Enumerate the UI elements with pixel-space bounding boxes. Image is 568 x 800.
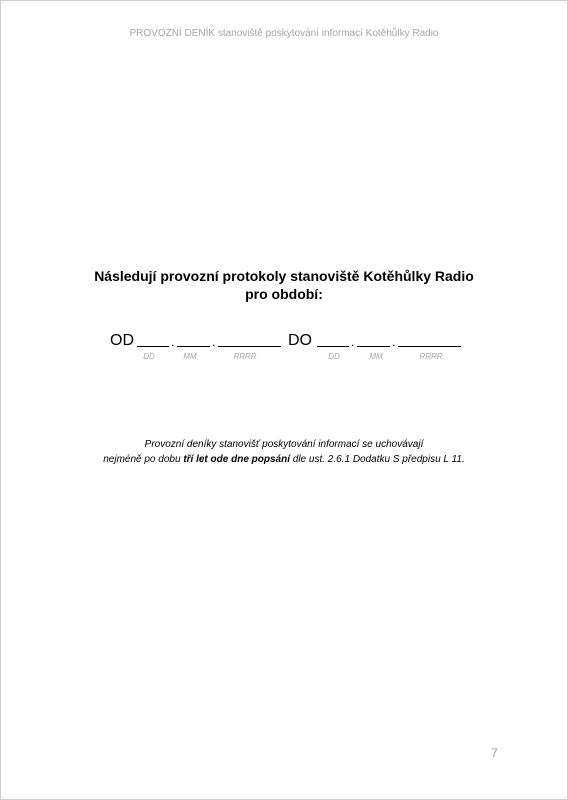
to-day-blank (317, 346, 349, 347)
from-day-blank (137, 346, 169, 347)
to-month-blank (357, 346, 390, 347)
from-year-hint: RRRR (233, 352, 257, 361)
from-month-blank (177, 346, 210, 347)
retention-note (1, 437, 567, 467)
to-label: DO (288, 332, 312, 349)
to-month-hint: MM (369, 352, 383, 361)
page-heading (1, 267, 567, 303)
page-number: 7 (491, 746, 498, 760)
period-range-row (1, 331, 567, 371)
retention-note-emphasis: tří let ode dne popsání (183, 454, 290, 465)
from-separator-1: . (171, 335, 175, 349)
to-separator-2: . (392, 335, 396, 349)
to-day-hint: DD (328, 352, 340, 361)
retention-note-line-2 (1, 452, 567, 467)
retention-note-suffix: dle ust. 2.6.1 Dodatku S předpisu L 11. (290, 454, 465, 465)
from-day-hint: DD (143, 352, 155, 361)
retention-note-prefix: nejméně po dobu (103, 454, 184, 465)
heading-line-2: pro období: (245, 286, 323, 302)
running-header: PROVOZNÍ DENÍK stanoviště poskytování informací Kotěhůlky Radio (129, 28, 439, 39)
from-label: OD (110, 332, 134, 349)
heading-line-1: Následují provozní protokoly stanoviště Kotěhůlky Radio (94, 268, 474, 284)
retention-note-line-1: Provozní deníky stanovišť poskytování informací se uchovávají (144, 439, 424, 450)
from-month-hint: MM (183, 352, 197, 361)
from-year-blank (218, 346, 281, 347)
to-separator-1: . (351, 335, 355, 349)
to-year-hint: RRRR (419, 352, 443, 361)
from-separator-2: . (212, 335, 216, 349)
to-year-blank (398, 346, 461, 347)
